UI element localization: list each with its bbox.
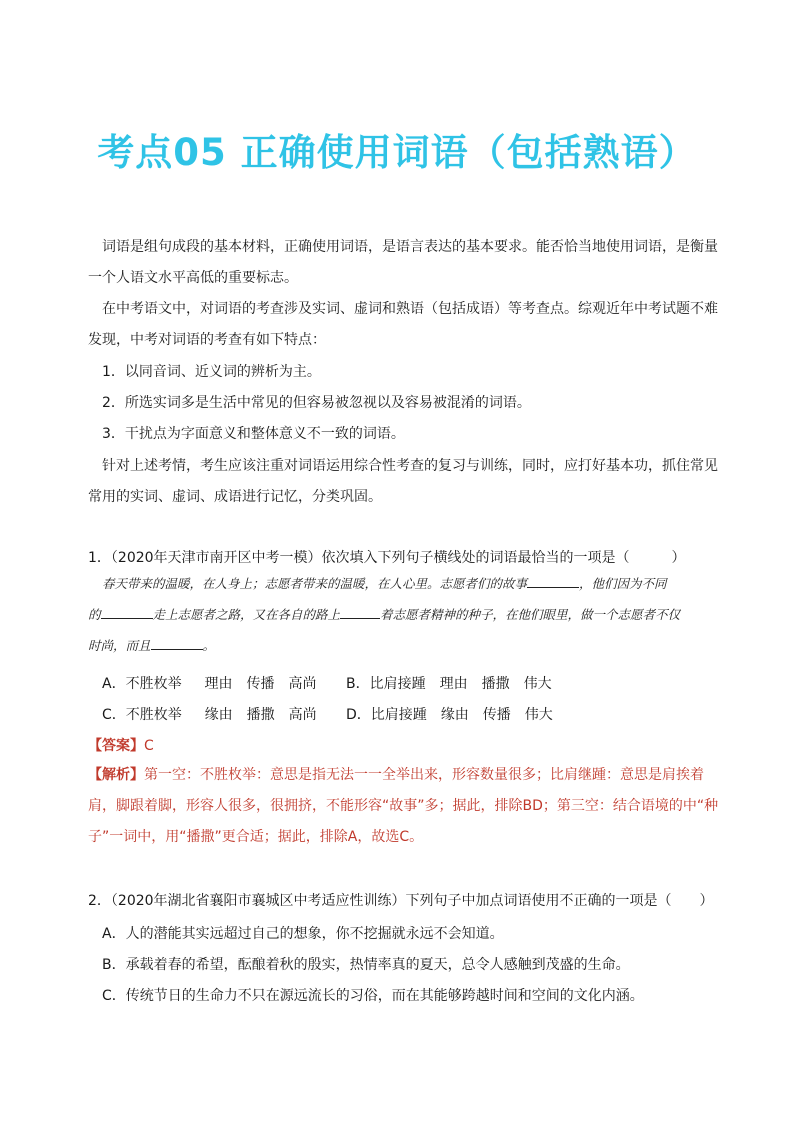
analysis-tag: 【解析】 (88, 767, 144, 783)
analysis-block (88, 760, 724, 853)
answer-tag: 【答案】 (88, 738, 144, 754)
passage-text: 春天带来的温暖，在人身上；志愿者带来的温暖，在人心里。志愿者们的故事 (102, 576, 528, 591)
fill-blank-4[interactable] (151, 637, 203, 650)
question-2-option-a[interactable]: A．人的潜能其实远超过自己的想象，你不挖掘就永远不会知道。 (102, 926, 504, 942)
passage-text: 。 (202, 638, 216, 653)
option-a[interactable]: A．不胜枚举 理由 传播 高尚 (102, 676, 317, 692)
passage-text: 的 (88, 607, 101, 622)
question-1-passage-line-2 (88, 599, 728, 630)
option-d[interactable]: D．比肩接踵 缘由 传播 伟大 (346, 707, 553, 723)
intro-point-1: 1．以同音词、近义词的辨析为主。 (102, 364, 321, 380)
fill-blank-3[interactable] (340, 606, 380, 619)
intro-paragraph-3: 针对上述考情，考生应该注重对词语运用综合性考查的复习与训练，同时，应打好基本功，抓住常见常用的实词、虚词、成语进行记忆，分类巩固。 (88, 458, 718, 505)
page-title: 考点05 正确使用词语（包括熟语） (97, 131, 697, 174)
question-1-passage-line-3 (88, 630, 728, 661)
question-1-passage (88, 568, 728, 599)
question-2-option-b[interactable]: B．承载着春的希望，酝酿着秋的殷实，热情率真的夏天，总令人感触到茂盛的生命。 (102, 957, 630, 973)
passage-text: 走上志愿者之路，又在各自的路上 (152, 607, 341, 622)
fill-blank-1[interactable] (527, 575, 579, 588)
question-1-head: 1．（2020年天津市南开区中考一模）依次填入下列句子横线处的词语最恰当的一项是（ ） (88, 550, 686, 566)
passage-text: 着志愿者精神的种子，在他们眼里，做一个志愿者不仅 (380, 607, 681, 622)
answer-value: C (144, 738, 154, 754)
question-2-option-c[interactable]: C．传统节日的生命力不只在源远流长的习俗，而在其能够跨越时间和空间的文化内涵。 (102, 988, 644, 1004)
intro-point-2: 2．所选实词多是生活中常见的但容易被忽视以及容易被混淆的词语。 (102, 395, 531, 411)
option-b[interactable]: B．比肩接踵 理由 播撒 伟大 (346, 676, 552, 692)
intro-paragraph-1: 词语是组句成段的基本材料，正确使用词语，是语言表达的基本要求。能否恰当地使用词语，是衡量一个人语文水平高低的重要标志。 (88, 239, 718, 286)
answer-line (88, 735, 154, 755)
intro-paragraph-2: 在中考语文中，对词语的考查涉及实词、虚词和熟语（包括成语）等考查点。综观近年中考试题不难发现，中考对词语的考查有如下特点： (88, 301, 718, 348)
passage-text: ，他们因为不同 (579, 576, 667, 591)
passage-text: 时尚，而且 (88, 638, 151, 653)
question-2-head: 2．（2020年湖北省襄阳市襄城区中考适应性训练）下列句子中加点词语使用不正确的一项是（ ） (88, 893, 714, 909)
fill-blank-2[interactable] (101, 606, 153, 619)
intro-point-3: 3．干扰点为字面意义和整体意义不一致的词语。 (102, 426, 405, 442)
option-c[interactable]: C．不胜枚举 缘由 播撒 高尚 (102, 707, 317, 723)
analysis-text: 第一空：不胜枚举：意思是指无法一一全举出来，形容数量很多；比肩继踵：意思是肩挨着肩，脚跟着脚，形容人很多，很拥挤，不能形容“故事”多；据此，排除BD；第三空：结合语境的中“种子”一词中，用“播撒”更合适；据此，排除A，故选C。 (88, 767, 719, 845)
